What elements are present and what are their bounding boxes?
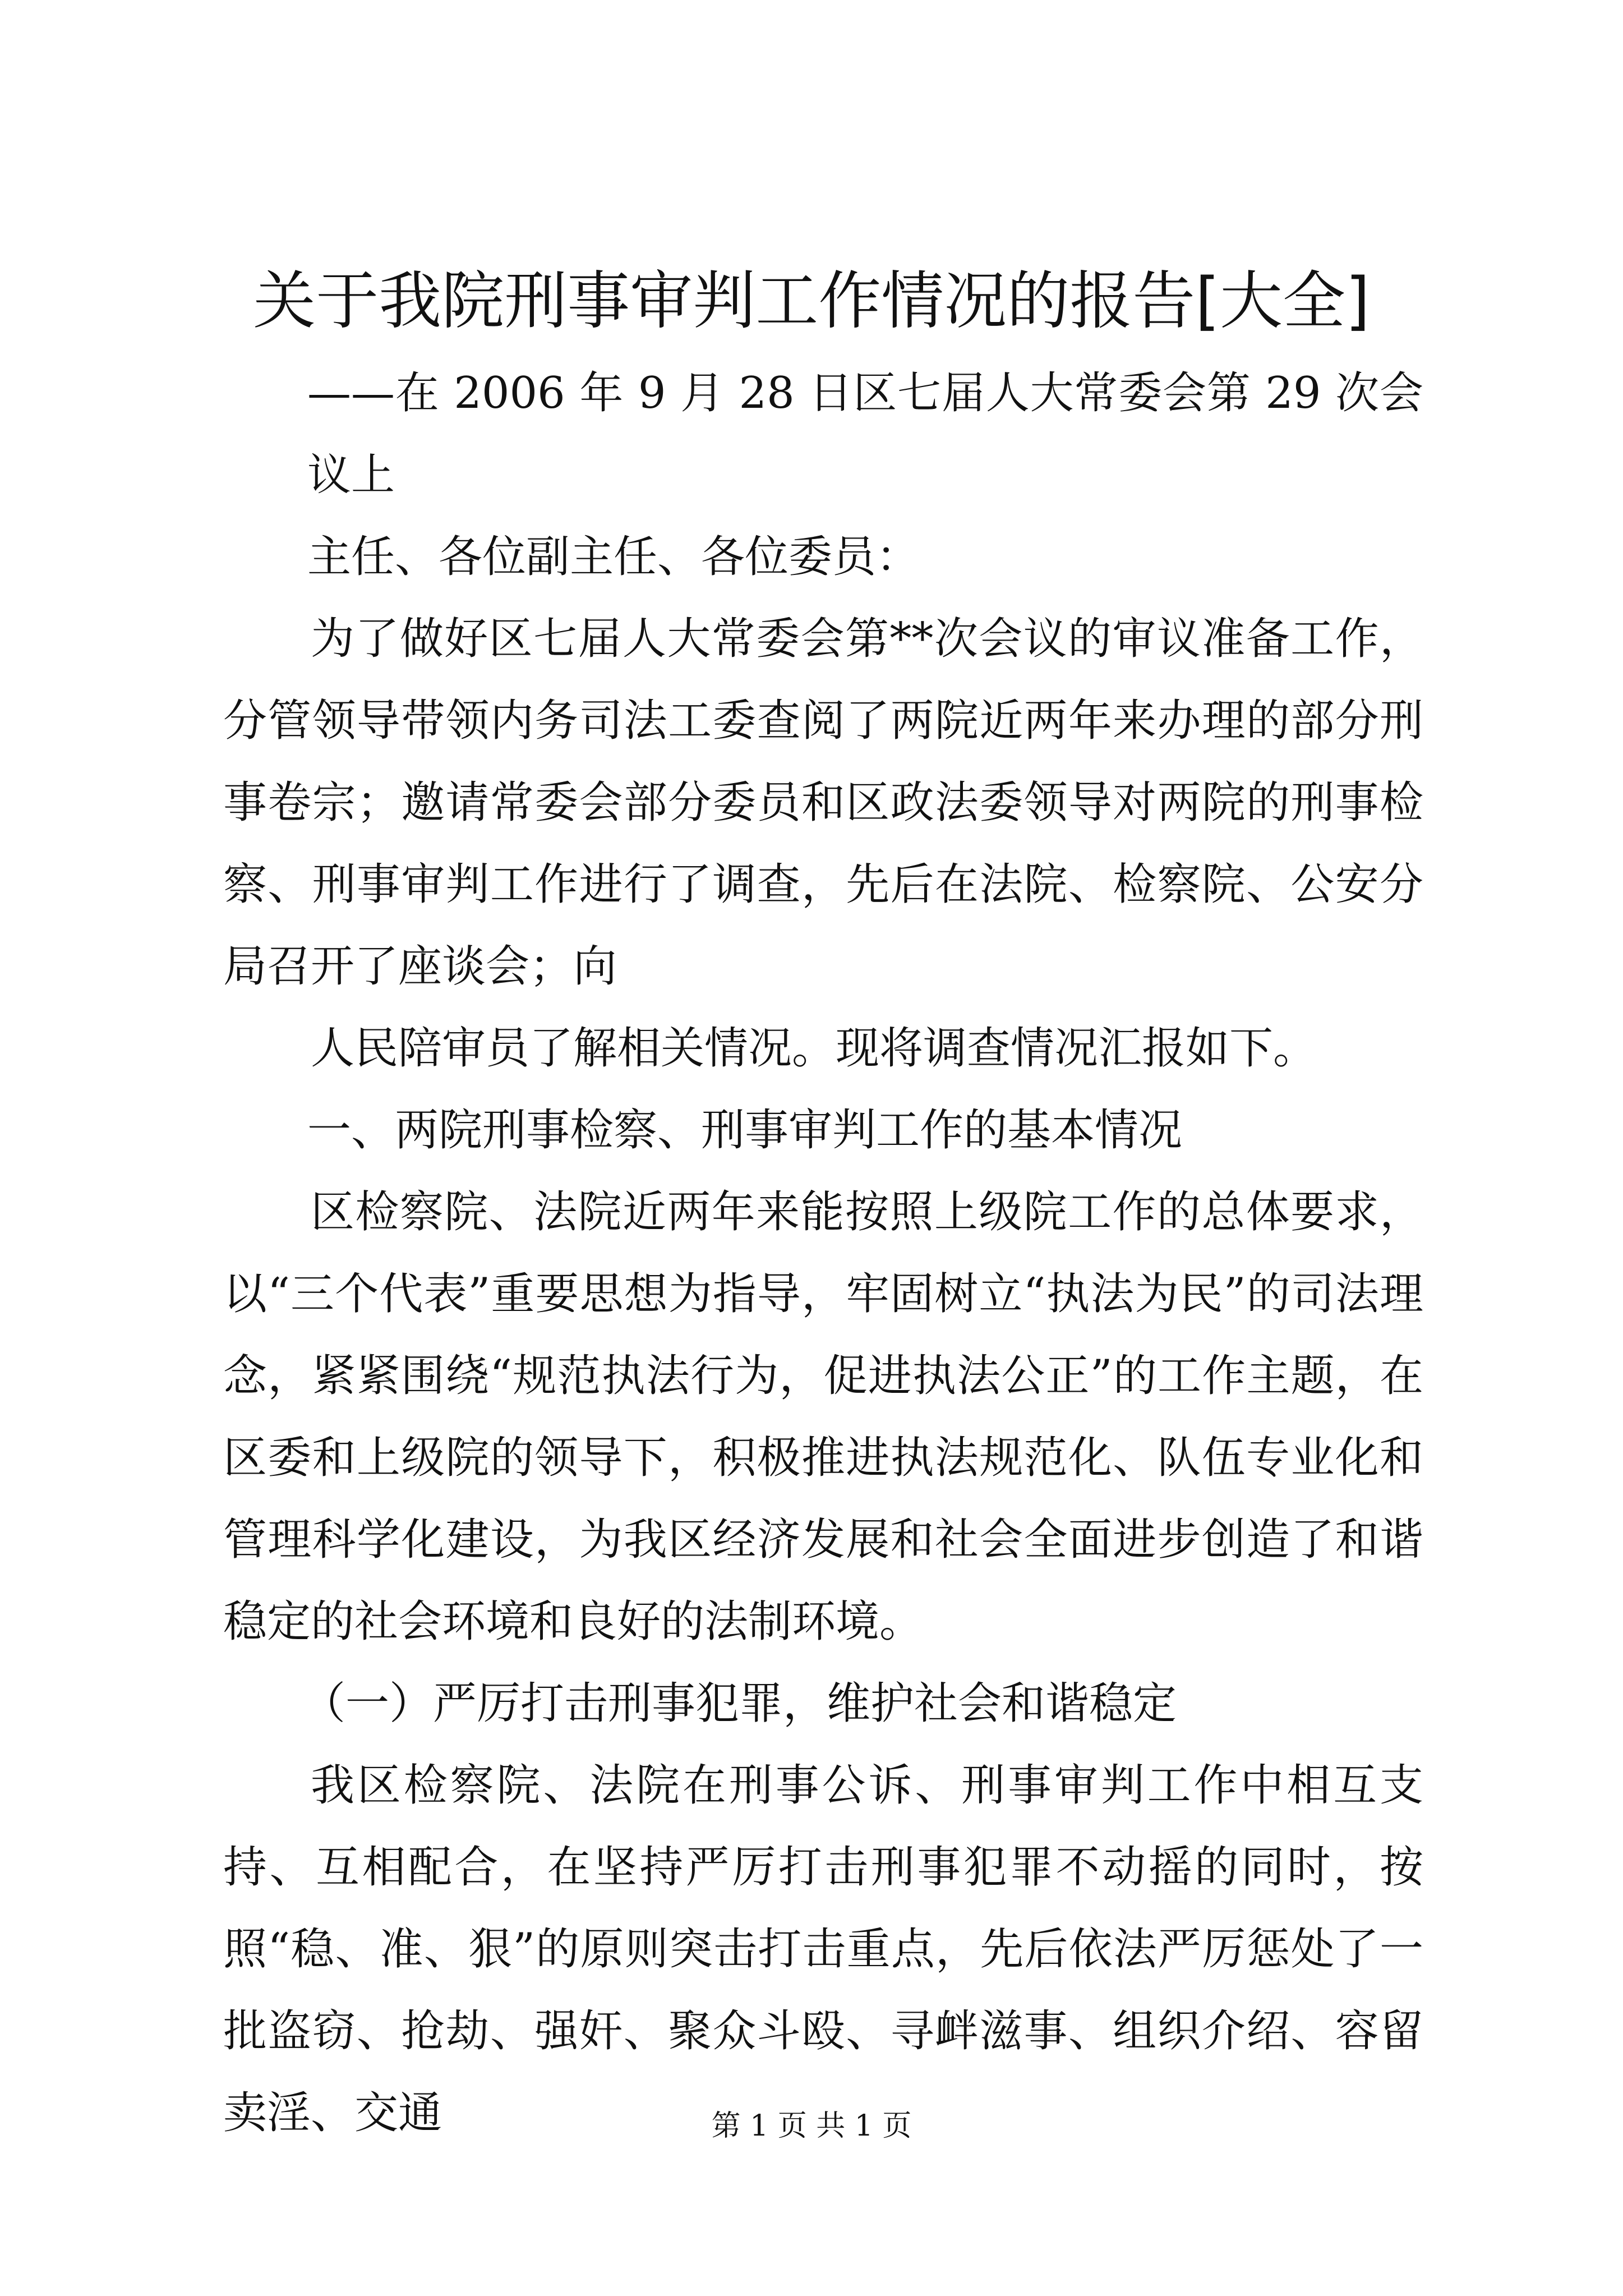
paragraph: 人民陪审员了解相关情况。现将调查情况汇报如下。	[311, 1023, 1317, 1074]
paragraph: 区检察院、法院近两年来能按照上级院工作的总体要求，以“三个代表”重要思想为指导，牢固树立“执法为民”的司法理念，紧紧围绕“规范执法行为，促进执法公正”的工作主题，在区委和上级院的领导下，积极推进执法规范化、队伍专业化和管理科学化建设，为我区经济发展和社会全面进步创造了和谐稳定的社会环境和良好的法制环境。	[223, 1187, 1423, 1647]
document-subtitle: ——在 2006 年 9 月 28 日区七届人大常委会第 29 次会议上	[307, 368, 1423, 500]
document-body	[223, 352, 1423, 2154]
paragraph: 为了做好区七届人大常委会第**次会议的审议准备工作，分管领导带领内务司法工委查阅了两院近两年来办理的部分刑事卷宗；邀请常委会部分委员和区政法委领导对两院的刑事检察、刑事审判工作进行了调查，先后在法院、检察院、公安分局召开了座谈会；向	[223, 614, 1423, 992]
document-title: 关于我院刑事审判工作情况的报告[大全]	[253, 265, 1370, 338]
salutation: 主任、各位副主任、各位委员：	[307, 532, 920, 582]
paragraph: 我区检察院、法院在刑事公诉、刑事审判工作中相互支持、互相配合，在坚持严厉打击刑事犯罪不动摇的同时，按照“稳、准、狠”的原则突击打击重点，先后依法严厉惩处了一批盗窃、抢劫、强奸、聚众斗殴、寻衅滋事、组织介绍、容留卖淫、交通	[223, 1760, 1423, 2138]
subsection-heading: （一）严厉打击刑事犯罪，维护社会和谐稳定	[302, 1678, 1177, 1729]
page-footer: 第 1 页 共 1 页	[711, 2109, 912, 2143]
section-heading: 一、两院刑事检察、刑事审判工作的基本情况	[307, 1105, 1183, 1156]
